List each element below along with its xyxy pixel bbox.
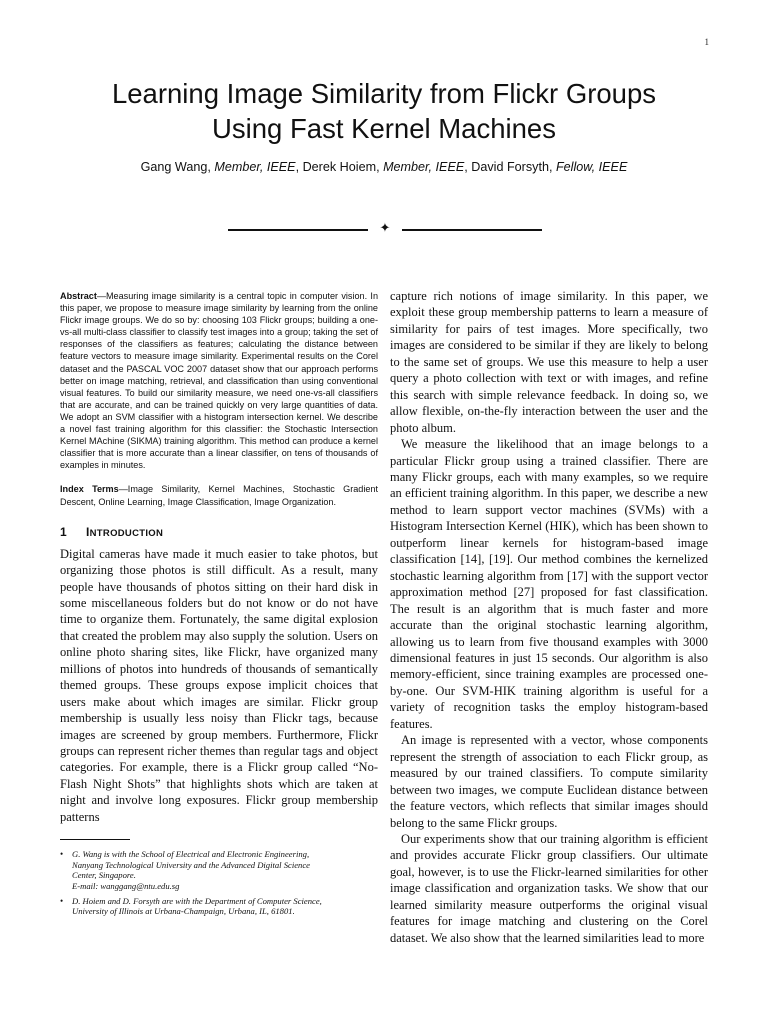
abstract-label: Abstract [60, 291, 97, 301]
footnote-line: D. Hoiem and D. Forsyth are with the Department of Computer Science, [72, 895, 322, 906]
author-name: Gang Wang [140, 160, 208, 174]
title-line-1: Learning Image Similarity from Flickr Groups [111, 78, 657, 109]
section-number: 1 [60, 524, 67, 539]
right-column [390, 288, 708, 946]
footnote-line: Center, Singapore. [72, 870, 136, 881]
bullet-icon: • [60, 849, 64, 860]
author-role: Fellow, IEEE [555, 160, 628, 174]
author-role: Member, IEEE [383, 160, 465, 174]
bullet-icon: • [60, 895, 64, 906]
footnote-rule [60, 839, 130, 840]
intro-paragraph-1: Digital cameras have made it much easier to take photos, but organizing those photos is still difficult. As a result, many people have thousands of photos sitting on their hard disk in some miscellaneous folders but do not know or do not have time to organize them. Fortunately, the same digital explosion that created the problem may also supply the solution. Users on online photo sharing sites, like Flickr, have organized many millions of photos into hundreds of thousands of semantically themed groups. These groups expose implicit choices that users make about which images are similar. Flickr group membership is usually less noisy than Flickr tags, because images are screened by group members. Furthermore, Flickr groups can represent richer themes than regular tags and object categories. For example, there is a Flickr group called “No-Flash Night Shots” that highlights shots which are taken at night and involve long exposures. Flickr group membership patterns [60, 546, 378, 824]
section-title-initial: I [86, 524, 90, 539]
footnote-line: Nanyang Technological University and the Advanced Digital Science [72, 859, 310, 870]
index-terms [60, 483, 378, 507]
footnote-line: E-mail: wanggang@ntu.edu.sg [72, 881, 180, 892]
title-line-2: Using Fast Kernel Machines [212, 113, 556, 144]
author-name: David Forsyth [471, 160, 549, 174]
footnote-item [60, 849, 378, 891]
section-heading-introduction [60, 525, 378, 539]
abstract [60, 290, 378, 471]
title-divider [228, 222, 542, 238]
index-terms-text: —Image Similarity, Kernel Machines, Stochastic Gradient Descent, Online Learning, Image Classification, Image Organization. [60, 484, 378, 507]
divider-diamond-icon: ✦ [379, 221, 391, 236]
paper-title [60, 76, 708, 146]
page-number: 1 [704, 37, 709, 47]
divider-rule-right [402, 229, 542, 231]
divider-rule-left [228, 229, 368, 231]
section-title-rest: NTRODUCTION [89, 527, 164, 539]
left-column [60, 290, 378, 921]
intro-paragraph-3: An image is represented with a vector, whose components represent the strength of association to each Flickr group, as measured by our trained classifiers. To compute similarity between two images, we compute Euclidean distance between the feature vectors, which reflects that similar images should belong to the same Flickr groups. [390, 733, 708, 830]
footnotes [60, 849, 378, 917]
footnote-item [60, 896, 378, 917]
footnote-line: University of Illinois at Urbana-Champaign, Urbana, IL, 61801. [72, 906, 295, 917]
author-name: Derek Hoiem [302, 160, 377, 174]
abstract-text: —Measuring image similarity is a central topic in computer vision. In this paper, we propose to measure image similarity by learning from the online Flickr image groups. We do so by: choosing 103 Flickr groups; building a one-vs-all multi-class classifier to classify test images into a group; taking the set of responses of the classifiers as features; calculating the distance between feature vectors to measure image similarity. Experimental results on the Corel dataset and the PASCAL VOC 2007 dataset show that our approach performs better on image matching, retrieval, and classification than using conventional visual features. To build our similarity measure, we need one-vs-all classifiers that are accurate, and can be trained quickly on very large quantities of data. We adopt an SVM classifier with a histogram intersection kernel. We describe a novel fast training algorithm for this classifier: the Stochastic Intersection Kernel MAchine (SIKMA) training algorithm. This method can produce a kernel classifier that is more accurate than a linear classifier, on tens of thousands of examples in minutes. [60, 291, 378, 471]
index-terms-label: Index Terms [60, 484, 119, 495]
intro-paragraph-2: We measure the likelihood that an image belongs to a particular Flickr group using a trained classifier. There are many Flickr groups, each with many examples, so we require an efficient training algorithm. In this paper, we describe a new method to learn support vector machines (SVMs) with a Histogram Intersection Kernel (HIK), which has been shown to outperform linear kernels for histogram-based image classification [14], [19]. Our method combines the kernelized stochastic learning algorithm from [17] with the support vector approximation method [27] proposed for fast classification. The result is an algorithm that is much faster and more accurate than the original stochastic learning algorithm, allowing us to learn from five thousand examples with 3000 dimensional features in just 15 seconds. Our algorithm is also memory-efficient, since training examples are processed one-by-one. Our SVM-HIK training algorithm is useful for a variety of recognition tasks the employ histogram-based features. [390, 437, 708, 731]
footnote-line: G. Wang is with the School of Electrical and Electronic Engineering, [72, 849, 310, 860]
author-list: Gang Wang, Member, IEEE, Derek Hoiem, Member, IEEE, David Forsyth, Fellow, IEEE [140, 160, 628, 174]
author-role: Member, IEEE [214, 160, 296, 174]
intro-paragraph-continued: capture rich notions of image similarity. In this paper, we exploit these group membership patterns to learn a measure of similarity for pairs of test images. More specifically, two images are considered to be similar if they are likely to belong to the same set of groups. We use this measure to help a user query a photo collection with text or with images, and refine this search with simple relevance feedback. In doing so, we allow flexible, on-the-fly interaction between the user and the photo album. [390, 289, 708, 435]
intro-paragraph-4: Our experiments show that our training algorithm is efficient and provides accurate Flickr group classifiers. Our ultimate goal, however, is to use the Flickr-learned similarities for other image classification and organization tasks. We show that our learned similarity measure outperforms the original visual features for image matching and clustering on the Corel dataset. We also show that the learned similarities lead to more [390, 831, 708, 945]
